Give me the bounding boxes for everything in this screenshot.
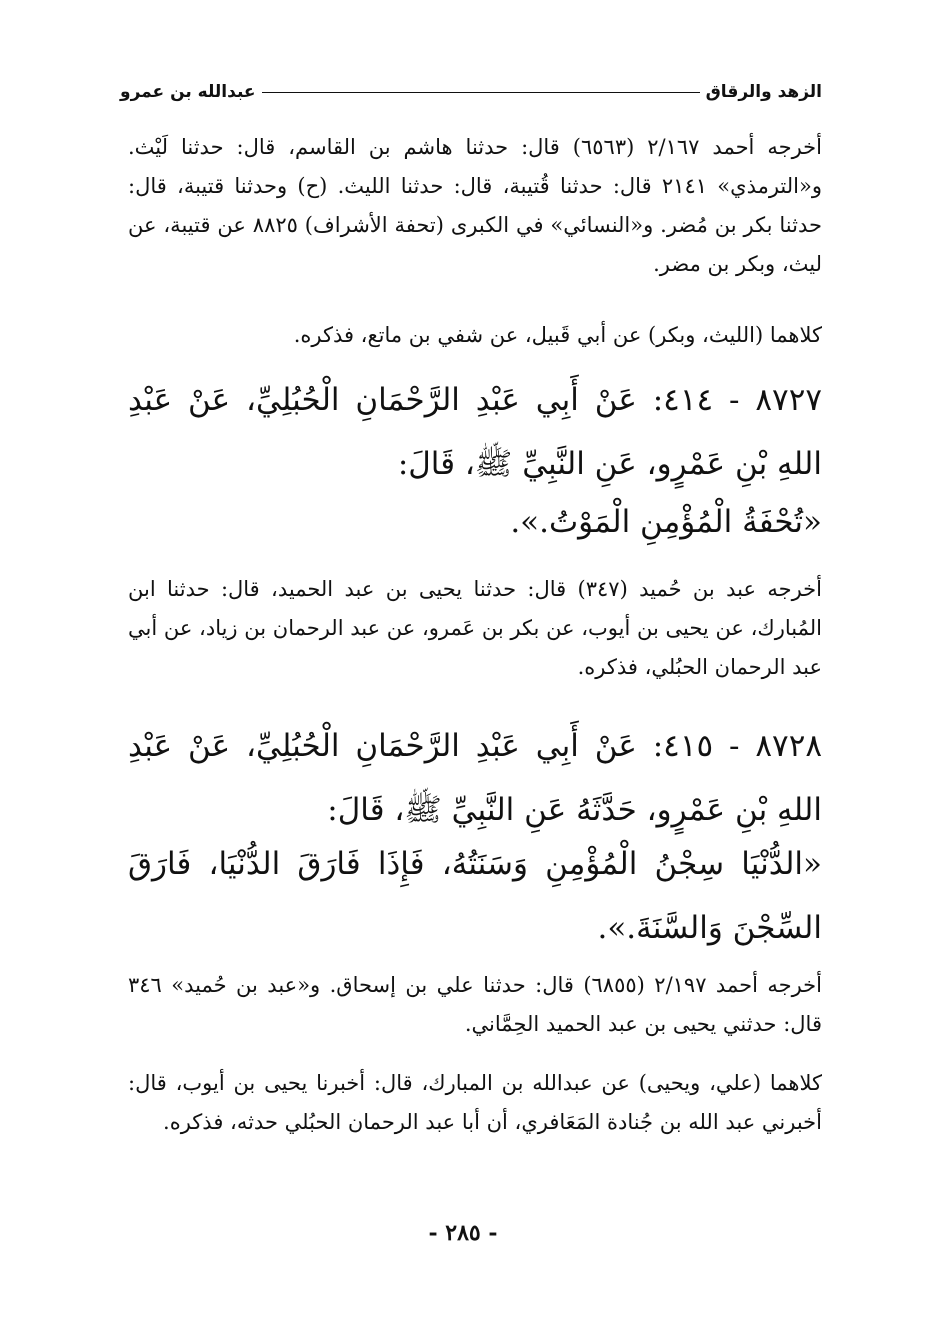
takhrij-note-8728: أخرجه أحمد ٢/١٩٧ (٦٨٥٥) قال: حدثنا علي بن إسحاق. و«عبد بن حُميد» ٣٤٦ قال: حدثني يحيى بن عبد الحميد الحِمَّاني. <box>128 973 822 1036</box>
takhrij-note-8726-chain: كلاهما (الليث، وبكر) عن أبي قَبيل، عن شفي بن ماتع، فذكره. <box>293 323 822 347</box>
hadith-8727-matn: «تُحْفَةُ الْمُؤْمِنِ الْمَوْتُ.». <box>510 504 822 540</box>
hadith-8728-matn: «الدُّنْيَا سِجْنُ الْمُؤْمِنِ وَسَنَتُهُ، فَإِذَا فَارَقَ الدُّنْيَا، فَارَقَ السِّجْنَ وَالسَّنَةَ.». <box>128 846 822 946</box>
hadith-8727-isnad: ٨٧٢٧ - ٤١٤: عَنْ أَبِي عَبْدِ الرَّحْمَانِ الْحُبُلِيِّ، عَنْ عَبْدِ اللهِ بْنِ عَمْرٍو، عَنِ النَّبِيِّ ﷺ، قَالَ: <box>128 382 822 482</box>
hadith-8728-isnad: ٨٧٢٨ - ٤١٥: عَنْ أَبِي عَبْدِ الرَّحْمَانِ الْحُبُلِيِّ، عَنْ عَبْدِ اللهِ بْنِ عَمْرٍو، حَدَّثَهُ عَنِ النَّبِيِّ ﷺ، قَالَ: <box>128 728 822 828</box>
header-rule <box>262 92 700 93</box>
running-header <box>120 78 822 106</box>
running-header-chapter-title: الزهد والرقاق <box>705 82 822 102</box>
running-header-companion-name: عبدالله بن عمرو <box>120 82 256 102</box>
takhrij-note-8727: أخرجه عبد بن حُميد (٣٤٧) قال: حدثنا يحيى بن عبد الحميد، قال: حدثنا ابن المُبارك، عن يحيى بن أيوب، عن بكر بن عَمرو، عن عبد الرحمان بن زياد، عن أبي عبد الرحمان الحبُلي، فذكره. <box>128 577 822 679</box>
page-number: - ٢٨٥ - <box>428 1220 498 1246</box>
takhrij-note-8728-chain: كلاهما (علي، ويحيى) عن عبدالله بن المبارك، قال: أخبرنا يحيى بن أيوب، قال: أخبرني عبد الله بن جُنادة المَعَافري، أن أبا عبد الرحمان الحبُلي حدثه، فذكره. <box>128 1071 822 1134</box>
takhrij-note-8726: أخرجه أحمد ٢/١٦٧ (٦٥٦٣) قال: حدثنا هاشم بن القاسم، قال: حدثنا لَيْث. و«الترمذي» ٢١٤١ قال: حدثنا قُتيبة، قال: حدثنا الليث. (ح) وحدثنا قتيبة، قال: حدثنا بكر بن مُضر. و«النسائي» في الكبرى (تحفة الأشراف) ٨٨٢٥ عن قتيبة، عن ليث، وبكر بن مضر. <box>128 135 822 276</box>
